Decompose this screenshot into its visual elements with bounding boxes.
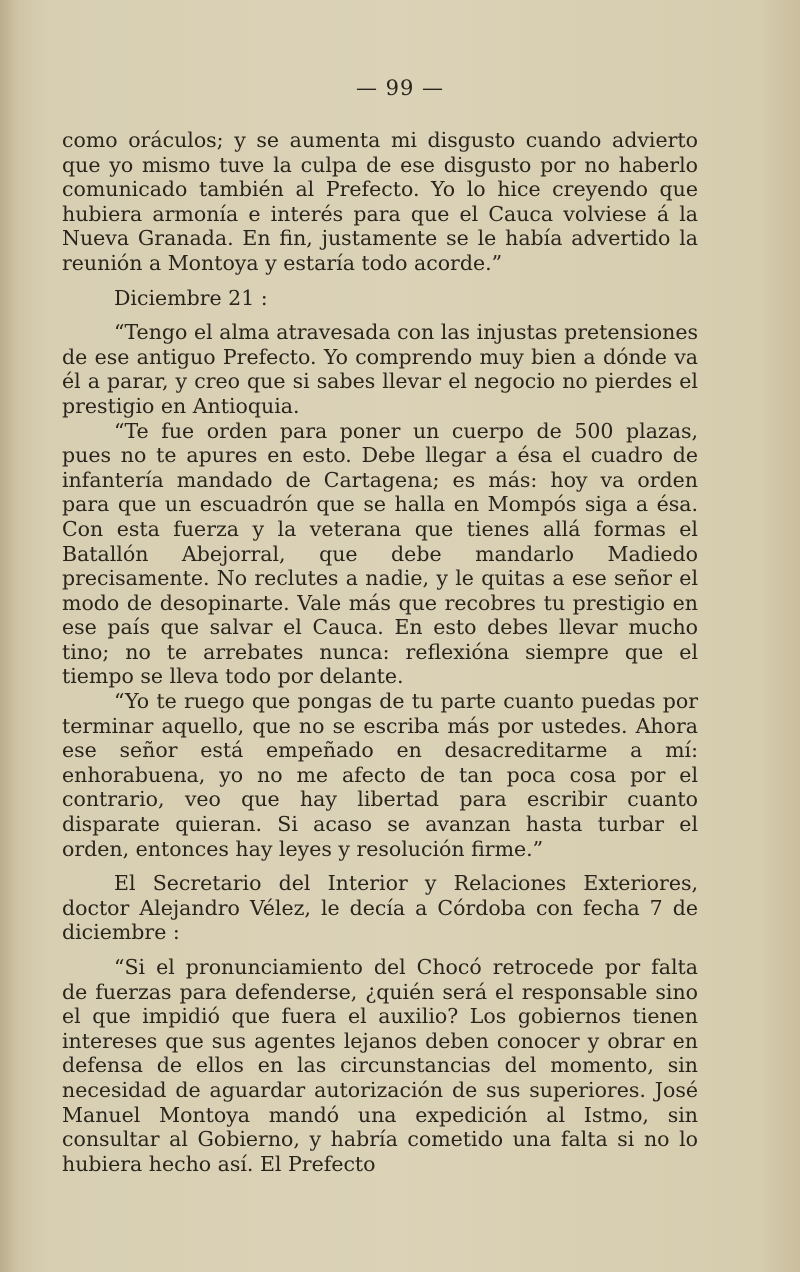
- body-text: [62, 128, 698, 1176]
- paragraph-continuation: como oráculos; y se aumenta mi disgusto cuando advierto que yo mismo tuve la culpa de ese disgusto por no haberlo comunicado también al Prefecto. Yo lo hice creyendo que hubiera armonía e interés para que el Cauca volviese á la Nueva Granada. En fin, justamente se le había advertido la reunión a Montoya y estaría todo acorde.”: [62, 128, 698, 275]
- paragraph-quote-1: “Tengo el alma atravesada con las injustas pretensiones de ese antiguo Prefecto. Yo comprendo muy bien a dónde va él a parar, y creo que si sabes llevar el negocio no pierdes el prestigio en Antioquia.: [62, 320, 698, 418]
- paragraph-date: Diciembre 21 :: [114, 285, 268, 310]
- paragraph-narration: El Secretario del Interior y Relaciones Exteriores, doctor Alejandro Vélez, le decía a Córdoba con fecha 7 de diciembre :: [62, 871, 698, 945]
- page-number: — 99 —: [355, 76, 445, 100]
- paragraph-quote-2: “Te fue orden para poner un cuerpo de 500 plazas, pues no te apures en esto. Debe llegar a ésa el cuadro de infantería mandado de Cartagena; es más: hoy va orden para que un escuadrón que se halla en Mompós siga a ésa. Con esta fuerza y la veterana que tienes allá formas el Batallón Abejorral, que debe mandarlo Madiedo precisamente. No reclutes a nadie, y le quitas a ese señor el modo de desopinarte. Vale más que recobres tu prestigio en ese país que salvar el Cauca. En esto debes llevar mucho tino; no te arrebates nunca: reflexióna siempre que el tiempo se lleva todo por delante.: [62, 418, 698, 689]
- paragraph-quote-4: “Si el pronunciamiento del Chocó retrocede por falta de fuerzas para defenderse, ¿quién será el responsable sino el que impidió que fuera el auxilio? Los gobiernos tienen intereses que sus agentes lejanos deben conocer y obrar en defensa de ellos en las circunstancias del momento, sin necesidad de aguardar autorización de sus superiores. José Manuel Montoya mandó una expedición al Istmo, sin consultar al Gobierno, y habría cometido una falta si no lo hubiera hecho así. El Prefecto: [62, 955, 698, 1176]
- paragraph-quote-3: “Yo te ruego que pongas de tu parte cuanto puedas por terminar aquello, que no se escriba más por ustedes. Ahora ese señor está empeñado en desacreditarme a mí: enhorabuena, yo no me afecto de tan poca cosa por el contrario, veo que hay libertad para escribir cuanto disparate quieran. Si acaso se avanzan hasta turbar el orden, entonces hay leyes y resolución firme.”: [62, 689, 698, 861]
